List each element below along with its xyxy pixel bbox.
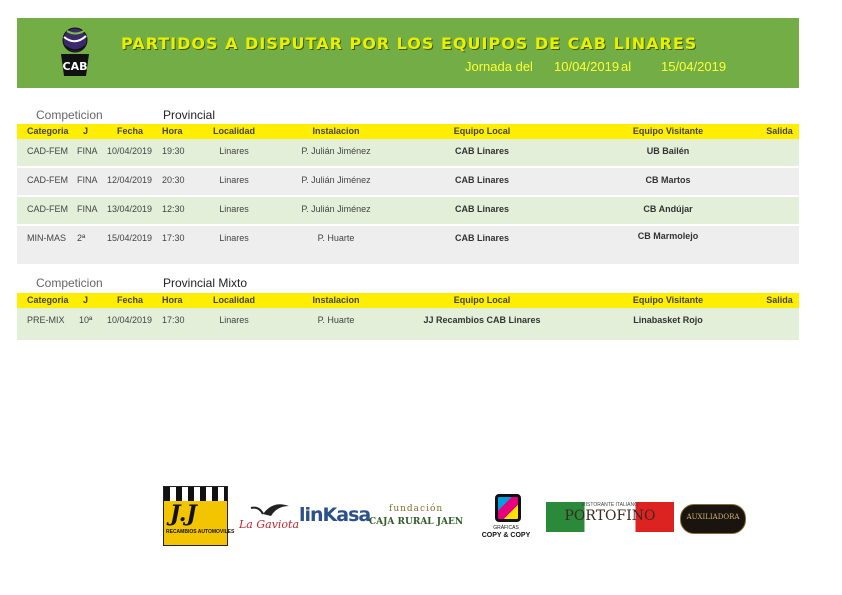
sponsor-auxiliadora-logo: AUXILIADORA xyxy=(680,504,746,534)
sponsor-copy-logo: GRÁFICAS COPY & COPY xyxy=(473,494,539,544)
cell-localidad: Linares xyxy=(219,146,249,156)
col-localidad: Localidad xyxy=(212,126,255,136)
cell-hora: 17:30 xyxy=(162,233,185,243)
header-banner xyxy=(17,18,799,88)
cell-localidad: Linares xyxy=(219,315,249,325)
cell-equipo-local: CAB Linares xyxy=(454,146,509,156)
cell-categoria: PRE-MIX xyxy=(27,315,65,325)
competition-label: Competicion xyxy=(36,108,103,122)
cell-equipo-visitante: UB Bailén xyxy=(646,146,690,156)
cab-logo xyxy=(57,24,93,82)
sponsor-jj-logo: J.J RECAMBIOS AUTOMOVILES xyxy=(163,486,228,546)
cell-equipo-visitante: CB Andújar xyxy=(643,204,693,214)
col-localidad: Localidad xyxy=(212,295,255,305)
cell-fecha: 10/04/2019 xyxy=(107,315,153,325)
col-categoria: Categoria xyxy=(27,126,69,136)
cell-instalacion: P. Huarte xyxy=(317,233,355,243)
sponsor-linkasa-logo: linKasa xyxy=(299,504,371,526)
col-j: J xyxy=(83,126,89,136)
cell-j: FINA xyxy=(77,175,98,185)
sponsor-strip xyxy=(163,486,753,546)
cell-fecha: 13/04/2019 xyxy=(107,204,153,214)
cell-equipo-local: CAB Linares xyxy=(454,204,509,214)
competition-value: Provincial xyxy=(163,108,216,122)
cell-hora: 19:30 xyxy=(162,146,185,156)
competition-row xyxy=(17,276,799,290)
cell-instalacion: P. Julián Jiménez xyxy=(301,204,371,214)
cell-instalacion: P. Julián Jiménez xyxy=(301,175,371,185)
competition-label: Competicion xyxy=(36,276,103,290)
table-row xyxy=(17,226,799,266)
section-provincial xyxy=(17,108,799,266)
col-equipo-local: Equipo Local xyxy=(453,126,511,136)
cell-categoria: MIN-MAS xyxy=(27,233,66,243)
table-row xyxy=(17,308,799,342)
competition-row xyxy=(17,108,799,122)
cell-hora: 20:30 xyxy=(162,175,185,185)
cell-fecha: 10/04/2019 xyxy=(107,146,153,156)
cell-categoria: CAD-FEM xyxy=(27,175,68,185)
cell-fecha: 12/04/2019 xyxy=(107,175,153,185)
col-instalacion: Instalacion xyxy=(312,295,360,305)
sponsor-caja-rural-logo: fundación CAJA RURAL JAEN xyxy=(369,504,464,527)
col-fecha: Fecha xyxy=(117,126,144,136)
cell-categoria: CAD-FEM xyxy=(27,204,68,214)
jornada-label: Jornada del xyxy=(465,59,533,74)
cell-hora: 17:30 xyxy=(162,315,185,325)
section-provincial-mixto xyxy=(17,276,799,342)
col-salida: Salida xyxy=(766,295,793,305)
cell-equipo-local: CAB Linares xyxy=(454,233,509,243)
cell-equipo-visitante: CB Martos xyxy=(645,175,691,185)
cell-equipo-local: CAB Linares xyxy=(454,175,509,185)
cell-fecha: 15/04/2019 xyxy=(107,233,153,243)
col-hora: Hora xyxy=(162,126,183,136)
competition-value: Provincial Mixto xyxy=(163,276,248,290)
al-label: al xyxy=(621,59,632,74)
table-header xyxy=(17,124,799,139)
table-row xyxy=(17,139,799,168)
col-j: J xyxy=(83,295,89,305)
cell-equipo-visitante: CB Marmolejo xyxy=(637,231,699,241)
cell-localidad: Linares xyxy=(219,204,249,214)
col-hora: Hora xyxy=(162,295,183,305)
cell-hora: 12:30 xyxy=(162,204,185,214)
col-equipo-local: Equipo Local xyxy=(453,295,511,305)
cell-j: 10ª xyxy=(79,315,93,325)
col-categoria: Categoria xyxy=(27,295,69,305)
col-equipo-visitante: Equipo Visitante xyxy=(632,295,704,305)
cell-equipo-local: JJ Recambios CAB Linares xyxy=(423,315,541,325)
page-title: PARTIDOS A DISPUTAR POR LOS EQUIPOS DE CAB LINARES xyxy=(121,34,698,53)
cell-categoria: CAD-FEM xyxy=(27,146,68,156)
date-to: 15/04/2019 xyxy=(661,59,727,74)
copy-icon xyxy=(495,494,521,522)
table-header xyxy=(17,293,799,308)
cell-equipo-visitante: Linabasket Rojo xyxy=(633,315,703,325)
col-instalacion: Instalacion xyxy=(312,126,360,136)
cell-localidad: Linares xyxy=(219,175,249,185)
table-row xyxy=(17,197,799,226)
cell-j: 2ª xyxy=(77,233,86,243)
cell-instalacion: P. Julián Jiménez xyxy=(301,146,371,156)
col-salida: Salida xyxy=(766,126,793,136)
col-fecha: Fecha xyxy=(117,295,144,305)
cell-localidad: Linares xyxy=(219,233,249,243)
sponsor-gaviota-logo: La Gaviota xyxy=(239,498,293,538)
cell-instalacion: P. Huarte xyxy=(317,315,355,325)
col-equipo-visitante: Equipo Visitante xyxy=(632,126,704,136)
table-row xyxy=(17,168,799,197)
svg-text:CAB: CAB xyxy=(62,60,88,73)
cell-j: FINA xyxy=(77,146,98,156)
date-from: 10/04/2019 xyxy=(554,59,620,74)
sponsor-portofino-logo: RISTORANTE ITALIANO PORTOFINO xyxy=(546,502,674,532)
cell-j: FINA xyxy=(77,204,98,214)
